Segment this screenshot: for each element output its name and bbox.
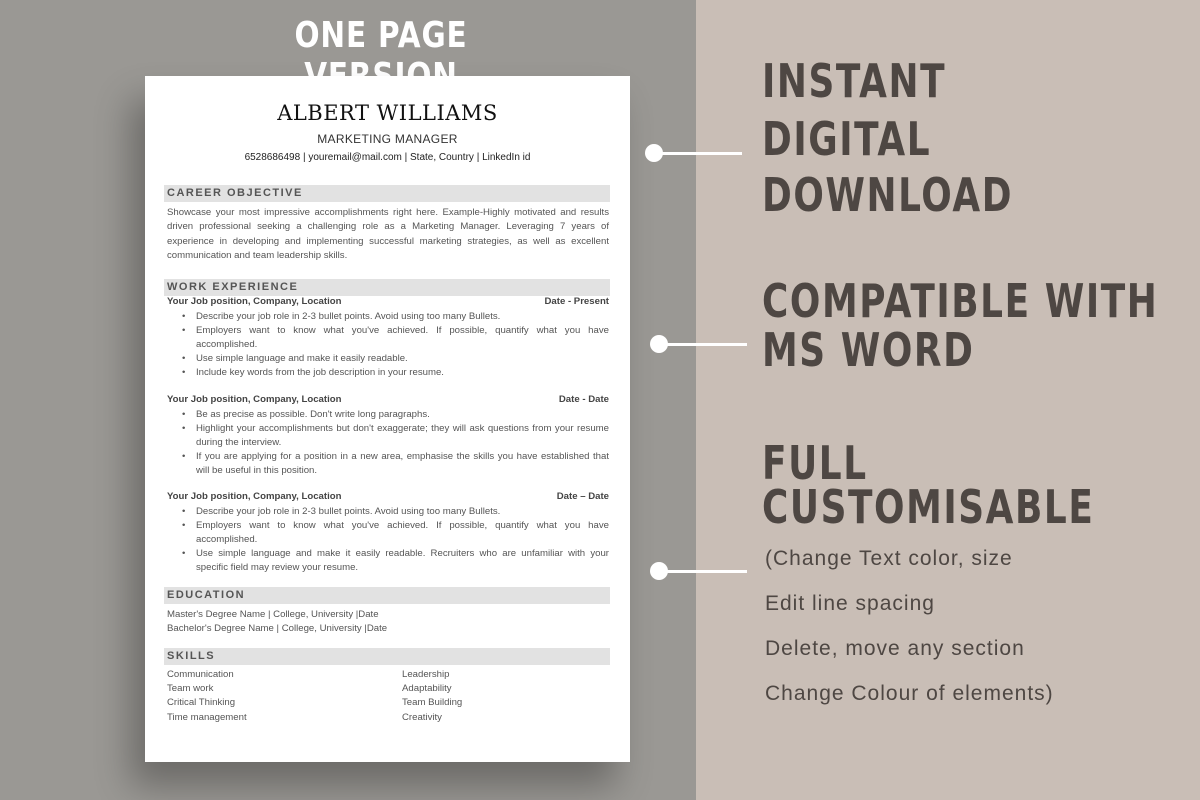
resume-name: ALBERT WILLIAMS (277, 101, 498, 125)
skill-item: Creativity (402, 712, 442, 723)
job-bullet: • Highlight your accomplishments but don't exaggerate; they will ask questions from your resume during the interview. (196, 422, 609, 450)
skill-item: Critical Thinking (167, 697, 236, 708)
skill-item: Communication (167, 669, 234, 680)
section-heading-objective: CAREER OBJECTIVE (164, 185, 610, 202)
skill-item: Leadership (402, 669, 450, 680)
job-title: Your Job position, Company, Location (167, 394, 342, 405)
custom-detail: Delete, move any section (765, 637, 1025, 660)
job-bullet: • Describe your job role in 2-3 bullet points. Avoid using too many Bullets. (196, 505, 609, 519)
custom-detail: (Change Text color, size (765, 547, 1013, 570)
section-heading-skills: SKILLS (164, 648, 610, 665)
feature-instant-line: DOWNLOAD (762, 168, 1014, 222)
feature-custom-line: FULL (762, 436, 868, 490)
section-heading-experience: WORK EXPERIENCE (164, 279, 610, 296)
job-bullet: • If you are applying for a position in a new area, emphasise the skills you have established that will be useful in this position. (196, 450, 609, 478)
skill-item: Time management (167, 712, 247, 723)
connector-line (665, 570, 747, 573)
resume-role: MARKETING MANAGER (317, 132, 458, 146)
education-line: Master's Degree Name | College, University |Date (167, 609, 379, 620)
education-line: Bachelor's Degree Name | College, University |Date (167, 623, 388, 634)
feature-compatible-line: MS WORD (762, 323, 975, 377)
job-bullet: • Employers want to know what you've achieved. If possible, quantify what you have accomplished. (196, 324, 609, 352)
job-date: Date - Date (558, 394, 609, 405)
job-bullet: • Use simple language and make it easily readable. Recruiters who are unfamiliar with your specific field may review your resume. (196, 547, 609, 575)
job-bullet: • Be as precise as possible. Don't write long paragraphs. (196, 408, 609, 422)
skill-item: Team Building (402, 697, 463, 708)
banner-title: ONE PAGE (294, 15, 468, 56)
job-bullet: • Employers want to know what you've achieved. If possible, quantify what you have accomplished. (196, 519, 609, 547)
feature-instant-line: INSTANT (762, 54, 947, 108)
resume-contact: 6528686498 | youremail@mail.com | State, Country | LinkedIn id (244, 152, 531, 163)
connector-line (665, 343, 747, 346)
job-title: Your Job position, Company, Location (167, 491, 342, 502)
job-date: Date – Date (556, 491, 609, 502)
job-bullet: • Use simple language and make it easily readable. (196, 352, 609, 366)
skill-item: Adaptability (402, 683, 452, 694)
custom-detail: Edit line spacing (765, 592, 935, 615)
connector-line (660, 152, 742, 155)
feature-custom-line: CUSTOMISABLE (762, 480, 1095, 534)
feature-instant-line: DIGITAL (762, 112, 932, 166)
job-bullet: • Include key words from the job description in your resume. (196, 366, 609, 380)
section-heading-education: EDUCATION (164, 587, 610, 604)
job-title: Your Job position, Company, Location (167, 296, 342, 307)
feature-compatible-line: COMPATIBLE WITH (762, 274, 1159, 328)
custom-detail: Change Colour of elements) (765, 682, 1054, 705)
objective-text: Showcase your most impressive accomplishments right here. Example-Highly motivated and results driven professional seeking a challenging role as a Marketing Manager. Leveraging 7 years of experience in developing and implementing successful marketing strategies, as well as excellent communication and team leadership skills. (167, 207, 609, 261)
skill-item: Team work (167, 683, 214, 694)
job-date: Date - Present (544, 296, 609, 307)
job-bullet: • Describe your job role in 2-3 bullet points. Avoid using too many Bullets. (196, 310, 609, 324)
